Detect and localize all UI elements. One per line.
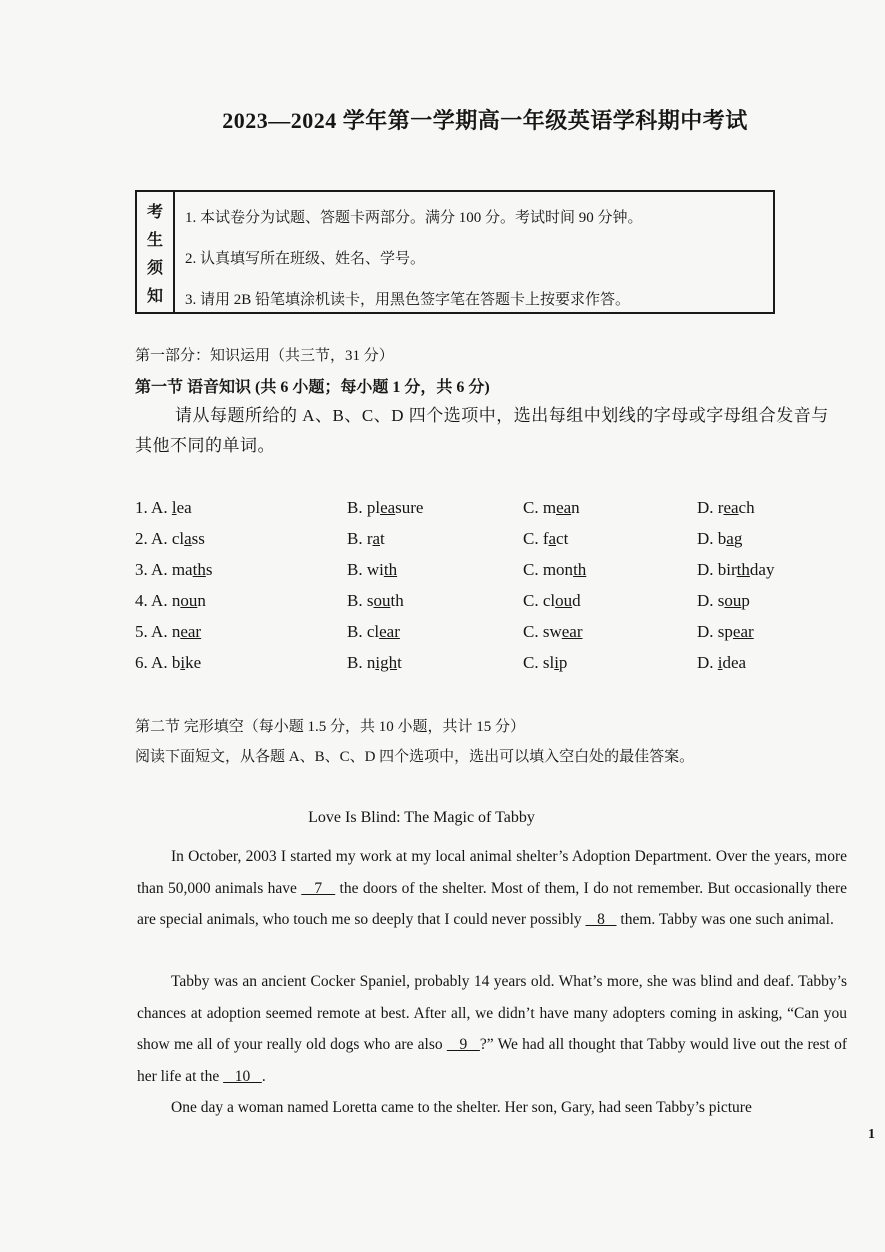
option-text: B. r bbox=[347, 529, 373, 548]
section1-heading: 第一节 语音知识 (共 6 小题；每小题 1 分，共 6 分) bbox=[135, 379, 490, 396]
notice-label bbox=[137, 192, 175, 312]
part1-heading: 第一部分：知识运用（共三节，31 分） bbox=[135, 348, 394, 364]
underlined-letters: a bbox=[726, 529, 734, 548]
option-text: n bbox=[197, 591, 206, 610]
option-text: th bbox=[390, 591, 404, 610]
option-text: 5. A. n bbox=[135, 622, 181, 641]
underlined-letters: a bbox=[184, 529, 192, 548]
option-b bbox=[347, 653, 402, 673]
option-d bbox=[697, 591, 750, 611]
option-text: sure bbox=[395, 498, 424, 517]
option-d bbox=[697, 653, 746, 673]
option-b bbox=[347, 622, 400, 642]
page-number: 1 bbox=[868, 1127, 875, 1142]
option-b bbox=[347, 560, 397, 580]
underlined-letters: th bbox=[573, 560, 587, 579]
passage-text: them. Tabby was one such animal. bbox=[616, 911, 834, 928]
underlined-letters: ou bbox=[555, 591, 573, 610]
underlined-letters: ou bbox=[373, 591, 391, 610]
option-text: D. sp bbox=[697, 622, 733, 641]
option-text: ke bbox=[185, 653, 202, 672]
option-text: D. bbox=[697, 653, 718, 672]
option-c bbox=[523, 622, 583, 642]
notice-label-char: 生 bbox=[146, 231, 163, 249]
option-text: p bbox=[741, 591, 750, 610]
underlined-letters: ear bbox=[180, 622, 202, 641]
notice-label-char: 须 bbox=[146, 259, 163, 277]
option-text: 2. A. cl bbox=[135, 529, 185, 548]
section2-heading: 第二节 完形填空（每小题 1.5 分，共 10 小题，共计 15 分） bbox=[135, 719, 526, 735]
underlined-letters: ear bbox=[379, 622, 400, 641]
option-text: ch bbox=[738, 498, 755, 517]
phonetics-row-4 bbox=[135, 591, 835, 617]
phonetics-row-1 bbox=[135, 498, 835, 524]
option-b bbox=[347, 591, 404, 611]
option-text: C. sw bbox=[523, 622, 562, 641]
exam-notice-box bbox=[135, 190, 775, 314]
underlined-letters: ea bbox=[723, 498, 739, 517]
option-a bbox=[135, 560, 212, 580]
option-text: B. s bbox=[347, 591, 374, 610]
option-text: d bbox=[572, 591, 581, 610]
underlined-letters: ear bbox=[732, 622, 754, 641]
option-text: n bbox=[571, 498, 580, 517]
passage-paragraph-1 bbox=[137, 841, 847, 936]
option-text: D. r bbox=[697, 498, 724, 517]
passage-title: Love Is Blind: The Magic of Tabby bbox=[308, 809, 535, 826]
option-text: g bbox=[733, 529, 743, 548]
passage-text: the doors of the shelter. Most of them, I do not remember. But occasionally there are special animals, who touch me so deeply that I could never possibly bbox=[137, 879, 848, 928]
option-c bbox=[523, 653, 567, 673]
phonetics-row-6 bbox=[135, 653, 835, 679]
notice-label-char: 考 bbox=[146, 203, 163, 221]
option-text: B. pl bbox=[347, 498, 381, 517]
option-a bbox=[135, 498, 192, 518]
option-a bbox=[135, 653, 201, 673]
passage-text: ?” We had all thought that Tabby would live out the rest of her life at the bbox=[137, 1036, 847, 1085]
underlined-letters: th bbox=[736, 560, 750, 579]
option-text: C. m bbox=[523, 498, 557, 517]
underlined-letters: ea bbox=[380, 498, 396, 517]
option-text: ss bbox=[191, 529, 205, 548]
option-text: s bbox=[205, 560, 213, 579]
option-b bbox=[347, 498, 423, 518]
option-text: C. f bbox=[523, 529, 549, 548]
phonetics-row-3 bbox=[135, 560, 835, 586]
passage-paragraph-3: One day a woman named Loretta came to the shelter. Her son, Gary, had seen Tabby’s picture bbox=[171, 1099, 752, 1116]
underlined-letters: l bbox=[171, 498, 177, 517]
option-a bbox=[135, 591, 206, 611]
option-text: B. cl bbox=[347, 622, 380, 641]
option-text: t bbox=[397, 653, 402, 672]
underlined-letters: ear bbox=[561, 622, 583, 641]
underlined-letters: a bbox=[548, 529, 557, 548]
option-text: ct bbox=[556, 529, 569, 548]
passage-text: . bbox=[261, 1067, 266, 1085]
option-c bbox=[523, 498, 580, 518]
option-text: t bbox=[380, 529, 385, 548]
option-text: C. mon bbox=[523, 560, 574, 579]
notice-item-1: 1. 本试卷分为试题、答题卡两部分。满分 100 分。考试时间 90 分钟。 bbox=[185, 210, 643, 226]
blank-9: 9 bbox=[446, 1036, 480, 1053]
blank-10: 10 bbox=[223, 1067, 262, 1085]
option-d bbox=[697, 529, 742, 549]
option-text: D. bir bbox=[697, 560, 737, 579]
option-d bbox=[697, 498, 755, 518]
option-a bbox=[135, 529, 205, 549]
notice-label-char: 知 bbox=[146, 287, 163, 305]
phonetics-row-2 bbox=[135, 529, 835, 555]
passage-text: Tabby was an ancient Cocker Spaniel, probably 14 years old. What’s more, she was blind and deaf. Tabby’s chances at adoption seemed remote at best. After all, we didn’t have many adopters coming in asking, “Can you show me all of your really old dogs who are also bbox=[137, 973, 847, 1053]
passage-text: In October, 2003 I started my work at my local animal shelter’s Adoption Department. Over the years, more than 50,000 animals have bbox=[137, 848, 847, 897]
underlined-letters: ou bbox=[180, 591, 198, 610]
option-text: 6. A. b bbox=[135, 653, 181, 672]
option-d bbox=[697, 560, 774, 580]
underlined-letters: igh bbox=[375, 653, 398, 672]
option-text: B. wi bbox=[347, 560, 384, 579]
option-text: C. sl bbox=[523, 653, 555, 672]
option-text: D. b bbox=[697, 529, 727, 548]
section1-instruction: 请从每题所给的 A、B、C、D 四个选项中，选出每组中划线的字母或字母组合发音与其他不同的单词。 bbox=[135, 406, 829, 455]
option-d bbox=[697, 622, 754, 642]
blank-7: 7 bbox=[301, 879, 336, 897]
option-text: p bbox=[558, 653, 568, 672]
notice-item-3: 3. 请用 2B 铅笔填涂机读卡，用黑色签字笔在答题卡上按要求作答。 bbox=[185, 292, 631, 308]
underlined-letters: i bbox=[554, 653, 559, 672]
option-text: day bbox=[749, 560, 775, 579]
option-c bbox=[523, 529, 568, 549]
option-text: 1. A. bbox=[135, 498, 172, 517]
underlined-letters: ea bbox=[556, 498, 572, 517]
option-a bbox=[135, 622, 201, 642]
option-text: C. cl bbox=[523, 591, 556, 610]
section2-instruction: 阅读下面短文，从各题 A、B、C、D 四个选项中，选出可以填入空白处的最佳答案。 bbox=[135, 749, 695, 765]
notice-item-2: 2. 认真填写所在班级、姓名、学号。 bbox=[185, 251, 426, 267]
option-text: B. n bbox=[347, 653, 376, 672]
underlined-letters: a bbox=[372, 529, 381, 548]
option-text: dea bbox=[722, 653, 747, 672]
option-text: ea bbox=[176, 498, 192, 517]
underlined-letters: ou bbox=[724, 591, 742, 610]
option-text: 4. A. n bbox=[135, 591, 181, 610]
option-c bbox=[523, 560, 586, 580]
passage-paragraph-2 bbox=[137, 966, 847, 1092]
underlined-letters: th bbox=[383, 560, 398, 579]
option-c bbox=[523, 591, 581, 611]
option-text: D. s bbox=[697, 591, 725, 610]
underlined-letters: th bbox=[192, 560, 206, 579]
exam-title: 2023—2024 学年第一学期高一年级英语学科期中考试 bbox=[222, 108, 748, 133]
option-text: 3. A. ma bbox=[135, 560, 193, 579]
underlined-letters: i bbox=[180, 653, 186, 672]
underlined-letters: i bbox=[717, 653, 723, 672]
blank-8: 8 bbox=[585, 911, 617, 928]
option-b bbox=[347, 529, 385, 549]
phonetics-row-5 bbox=[135, 622, 835, 648]
